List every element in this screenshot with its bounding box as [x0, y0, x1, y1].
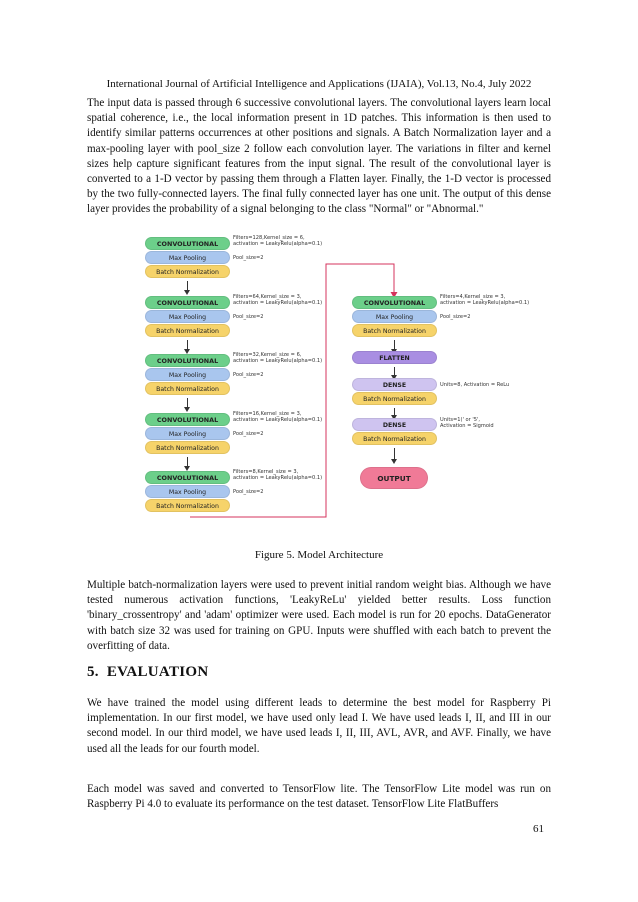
dense-layer-1: DENSE: [352, 378, 437, 391]
paragraph-evaluation: We have trained the model using different leads to determine the best model for Raspberry Pi implementation. In our first model, we have used only lead I. We have used leads I, II, and III in our second model. In our third model, we have used leads I, II, III, AVL, AVR, and AVF. Finally, we have used all the leads for our fourth model.: [87, 697, 551, 755]
maxpool-layer-6: Max Pooling: [352, 310, 437, 323]
arrow-down-icon: [187, 398, 188, 408]
batchnorm-layer-4: Batch Normalization: [145, 441, 230, 454]
batchnorm-layer-3: Batch Normalization: [145, 382, 230, 395]
model-architecture-figure: [140, 230, 530, 540]
conv-layer-6: CONVOLUTIONAL: [352, 296, 437, 309]
maxpool-layer-4-note: Pool_size=2: [233, 431, 264, 437]
conv-layer-4: CONVOLUTIONAL: [145, 413, 230, 426]
dense-layer-2-note: Units=1(' or '5', Activation = Sigmoid: [440, 417, 494, 430]
figure-caption: Figure 5. Model Architecture: [254, 549, 384, 561]
section-heading: [87, 664, 209, 681]
conv-layer-3: CONVOLUTIONAL: [145, 354, 230, 367]
conv-layer-1-note: Filters=128,Kernel_size = 6, activation = LeakyRelu(alpha=0.1): [233, 235, 323, 248]
conv-layer-3-note: Filters=32,Kernel_size = 6, activation = LeakyRelu(alpha=0.1): [233, 352, 323, 365]
section-title-text: EVALUATION: [106, 664, 209, 680]
maxpool-layer-6-note: Pool_size=2: [440, 314, 471, 320]
batchnorm-layer-8: Batch Normalization: [352, 432, 437, 445]
journal-header: International Journal of Artificial Intelligence and Applications (IJAIA), Vol.13, No.4, July 2022: [106, 78, 532, 90]
output-node: OUTPUT: [360, 467, 428, 489]
maxpool-layer-5-note: Pool_size=2: [233, 489, 264, 495]
section-number: 5.: [87, 664, 99, 680]
maxpool-layer-3: Max Pooling: [145, 368, 230, 381]
arrow-down-icon: [394, 340, 395, 350]
dense-layer-2: DENSE: [352, 418, 437, 431]
arrow-down-icon: [187, 340, 188, 350]
arrow-down-icon: [394, 367, 395, 376]
conv-layer-5: CONVOLUTIONAL: [145, 471, 230, 484]
maxpool-layer-5: Max Pooling: [145, 485, 230, 498]
maxpool-layer-1-note: Pool_size=2: [233, 255, 264, 261]
dense-layer-1-note: Units=8, Activation = ReLu: [440, 382, 510, 388]
arrow-down-icon: [187, 457, 188, 467]
conv-layer-6-note: Filters=4,Kernel_size = 3, activation = LeakyRelu(alpha=0.1): [440, 294, 530, 307]
maxpool-layer-2: Max Pooling: [145, 310, 230, 323]
arrow-down-icon: [394, 448, 395, 460]
conv-layer-2: CONVOLUTIONAL: [145, 296, 230, 309]
conv-layer-4-note: Filters=16,Kernel_size = 3, activation = LeakyRelu(alpha=0.1): [233, 411, 323, 424]
arrow-down-icon: [187, 281, 188, 291]
batchnorm-layer-2: Batch Normalization: [145, 324, 230, 337]
paragraph-tflite: Each model was saved and converted to TensorFlow lite. The TensorFlow Lite model was run on Raspberry Pi 4.0 to evaluate its performance on the test dataset. TensorFlow Lite FlatBuffers: [87, 783, 551, 811]
maxpool-layer-3-note: Pool_size=2: [233, 372, 264, 378]
batchnorm-layer-1: Batch Normalization: [145, 265, 230, 278]
batchnorm-layer-7: Batch Normalization: [352, 392, 437, 405]
maxpool-layer-4: Max Pooling: [145, 427, 230, 440]
batchnorm-layer-6: Batch Normalization: [352, 324, 437, 337]
maxpool-layer-1: Max Pooling: [145, 251, 230, 264]
batchnorm-layer-5: Batch Normalization: [145, 499, 230, 512]
maxpool-layer-2-note: Pool_size=2: [233, 314, 264, 320]
conv-layer-5-note: Filters=8,Kernel_size = 3, activation = LeakyRelu(alpha=0.1): [233, 469, 323, 482]
page-number: 61: [533, 823, 544, 835]
flatten-layer: FLATTEN: [352, 351, 437, 364]
conv-layer-1: CONVOLUTIONAL: [145, 237, 230, 250]
paragraph-training: Multiple batch-normalization layers were used to prevent initial random weight bias. Although we have tested numerous activation functions, 'LeakyReLu' yielded better results. Loss function 'binary_crossentropy' and 'adam' optimizer were used. Each model is run for 20 epochs. DataGenerator with batch size 32 was used for training on GPU. Inputs were shuffled with each batch to prevent the overfitting of data.: [87, 579, 551, 652]
conv-layer-2-note: Filters=64,Kernel_size = 3, activation = LeakyRelu(alpha=0.1): [233, 294, 323, 307]
paragraph-intro: The input data is passed through 6 successive convolutional layers. The convolutional layers learn local spatial coherence, i.e., the local information present in 1D patches. This information is then used to identify similar patterns occurrences at other positions and signals. A Batch Normalization layer and a max-pooling layer with pool_size 2 follow each convolution layer. The variations in filter and kernel sizes help capture significant features from the input signal. The result of the convolutional layer is converted to a 1-D vector by passing them through a Flatten layer. Finally, the 1-D vector is processed by the two fully-connected layers. The final fully connected layer has one unit. The output of this dense layer provides the probability of a signal belonging to the class "Normal" or "Abnormal.": [87, 97, 551, 216]
arrow-down-icon: [394, 408, 395, 416]
